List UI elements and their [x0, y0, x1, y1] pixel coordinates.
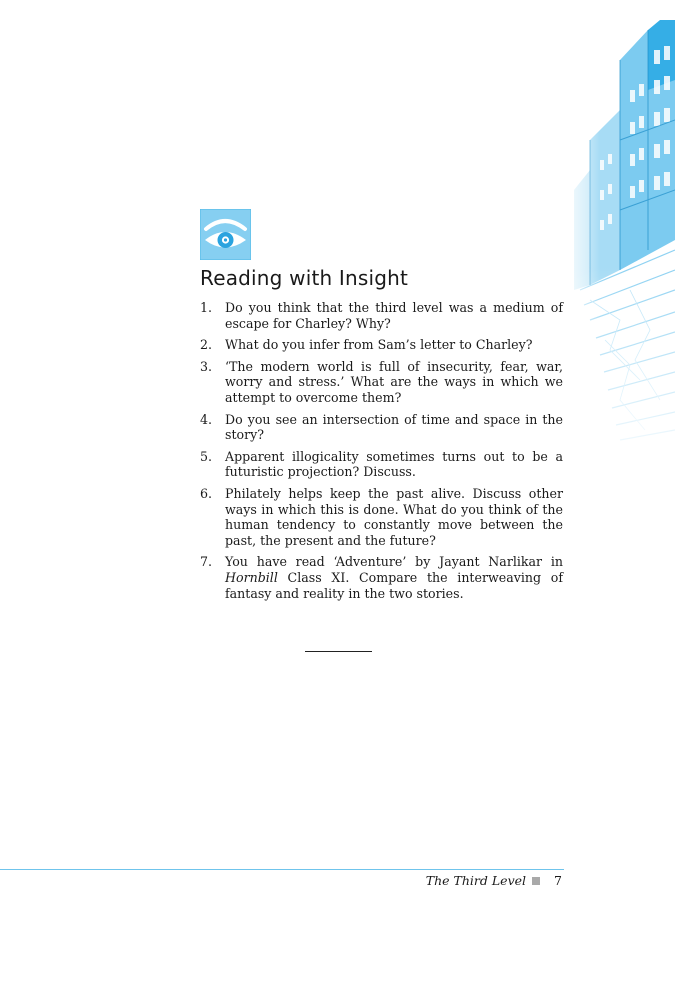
question-text: Do you think that the third level was a medium of escape for Charley? Why? [225, 300, 563, 331]
footer-rule [0, 869, 564, 870]
question-text [225, 554, 563, 601]
question-text-part: You have read ‘Adventure’ by Jayant Narlikar in [225, 554, 563, 570]
question-item [200, 337, 563, 353]
question-number: 7. [200, 554, 213, 570]
question-item [200, 449, 563, 480]
question-number: 2. [200, 337, 213, 353]
question-item [200, 486, 563, 548]
running-footer [300, 873, 562, 889]
section-end-rule [305, 651, 372, 652]
page-number: 7 [554, 873, 562, 888]
question-text: Do you see an intersection of time and space in the story? [225, 411, 563, 443]
questions-list [200, 300, 563, 607]
question-item [200, 412, 563, 443]
question-text: Apparent illogicality sometimes turns out to be a futuristic projection? Discuss. [225, 448, 563, 480]
square-icon [532, 877, 540, 885]
question-text: What do you infer from Sam’s letter to Charley? [225, 337, 533, 353]
question-number: 6. [200, 485, 213, 501]
footer-chapter-title: The Third Level [425, 873, 527, 888]
question-item [200, 554, 563, 601]
book-title: Hornbill [225, 569, 278, 585]
question-number: 4. [200, 411, 213, 427]
question-text: Philately helps keep the past alive. Discuss other ways in which this is done. What do you think of the human tendency to constantly move between the past, the present and the future? [225, 485, 563, 548]
question-text-part: Class XI. Compare the interweaving of fantasy and reality in the two stories. [225, 569, 563, 601]
eye-icon [200, 209, 251, 260]
question-number: 3. [200, 358, 213, 374]
question-text: ‘The modern world is full of insecurity, fear, war, worry and stress.’ What are the ways in which we attempt to overcome them? [225, 358, 563, 405]
section-title: Reading with Insight [200, 266, 409, 290]
question-number: 5. [200, 448, 213, 464]
question-item [200, 359, 563, 406]
question-number: 1. [200, 300, 213, 315]
street-illustration [560, 20, 675, 470]
question-item [200, 300, 563, 331]
